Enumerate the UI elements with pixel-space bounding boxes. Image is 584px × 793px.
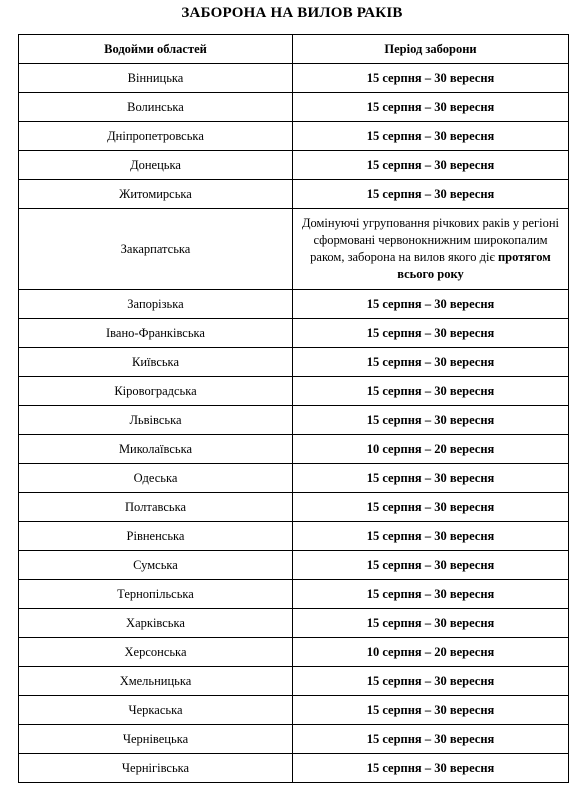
region-cell: Львівська	[19, 406, 293, 435]
region-cell: Київська	[19, 348, 293, 377]
region-cell: Житомирська	[19, 180, 293, 209]
period-note-cell	[293, 209, 569, 290]
table-row	[19, 638, 569, 667]
region-cell: Волинська	[19, 93, 293, 122]
region-cell: Херсонська	[19, 638, 293, 667]
region-cell: Харківська	[19, 609, 293, 638]
region-cell: Миколаївська	[19, 435, 293, 464]
region-cell: Хмельницька	[19, 667, 293, 696]
table-row	[19, 522, 569, 551]
region-cell: Закарпатська	[19, 209, 293, 290]
period-cell: 15 серпня – 30 вересня	[293, 754, 569, 783]
period-cell: 15 серпня – 30 вересня	[293, 696, 569, 725]
period-cell: 15 серпня – 30 вересня	[293, 93, 569, 122]
region-cell: Донецька	[19, 151, 293, 180]
period-cell: 15 серпня – 30 вересня	[293, 290, 569, 319]
period-cell: 10 серпня – 20 вересня	[293, 638, 569, 667]
column-header-region: Водойми областей	[19, 35, 293, 64]
table-row	[19, 209, 569, 290]
table-row	[19, 64, 569, 93]
region-cell: Дніпропетровська	[19, 122, 293, 151]
region-cell: Чернівецька	[19, 725, 293, 754]
table-row	[19, 406, 569, 435]
table-row	[19, 290, 569, 319]
table-row	[19, 754, 569, 783]
region-cell: Запорізька	[19, 290, 293, 319]
table-row	[19, 435, 569, 464]
region-cell: Черкаська	[19, 696, 293, 725]
region-cell: Рівненська	[19, 522, 293, 551]
region-cell: Івано-Франківська	[19, 319, 293, 348]
period-cell: 15 серпня – 30 вересня	[293, 551, 569, 580]
table-header-row	[19, 35, 569, 64]
table-row	[19, 377, 569, 406]
region-cell: Кіровоградська	[19, 377, 293, 406]
table-row	[19, 319, 569, 348]
table-row	[19, 696, 569, 725]
region-cell: Чернігівська	[19, 754, 293, 783]
table-row	[19, 348, 569, 377]
table-row	[19, 180, 569, 209]
region-cell: Тернопільська	[19, 580, 293, 609]
period-cell: 15 серпня – 30 вересня	[293, 122, 569, 151]
period-cell: 15 серпня – 30 вересня	[293, 64, 569, 93]
table-body	[19, 64, 569, 783]
table-row	[19, 122, 569, 151]
period-cell: 15 серпня – 30 вересня	[293, 580, 569, 609]
period-note-text: Домінуючі угруповання річкових раків у регіоні сформовані червонокнижним широкопалим раком, заборона на вилов якого діє	[301, 216, 560, 264]
period-cell: 15 серпня – 30 вересня	[293, 377, 569, 406]
table-row	[19, 551, 569, 580]
table-row	[19, 493, 569, 522]
period-cell: 15 серпня – 30 вересня	[293, 464, 569, 493]
column-header-period: Період заборони	[293, 35, 569, 64]
period-cell: 15 серпня – 30 вересня	[293, 609, 569, 638]
table-row	[19, 667, 569, 696]
table-row	[19, 151, 569, 180]
crayfish-ban-table	[18, 34, 569, 783]
period-cell: 15 серпня – 30 вересня	[293, 667, 569, 696]
period-cell: 10 серпня – 20 вересня	[293, 435, 569, 464]
region-cell: Сумська	[19, 551, 293, 580]
table-row	[19, 580, 569, 609]
period-cell: 15 серпня – 30 вересня	[293, 725, 569, 754]
period-cell: 15 серпня – 30 вересня	[293, 406, 569, 435]
period-note-bold-text: протягом всього року	[397, 250, 551, 281]
table-row	[19, 725, 569, 754]
table-row	[19, 464, 569, 493]
page-title: ЗАБОРОНА НА ВИЛОВ РАКІВ	[181, 5, 403, 21]
period-cell: 15 серпня – 30 вересня	[293, 151, 569, 180]
region-cell: Вінницька	[19, 64, 293, 93]
period-cell: 15 серпня – 30 вересня	[293, 348, 569, 377]
period-cell: 15 серпня – 30 вересня	[293, 522, 569, 551]
region-cell: Одеська	[19, 464, 293, 493]
period-cell: 15 серпня – 30 вересня	[293, 319, 569, 348]
table-row	[19, 93, 569, 122]
period-cell: 15 серпня – 30 вересня	[293, 180, 569, 209]
region-cell: Полтавська	[19, 493, 293, 522]
period-cell: 15 серпня – 30 вересня	[293, 493, 569, 522]
table-row	[19, 609, 569, 638]
